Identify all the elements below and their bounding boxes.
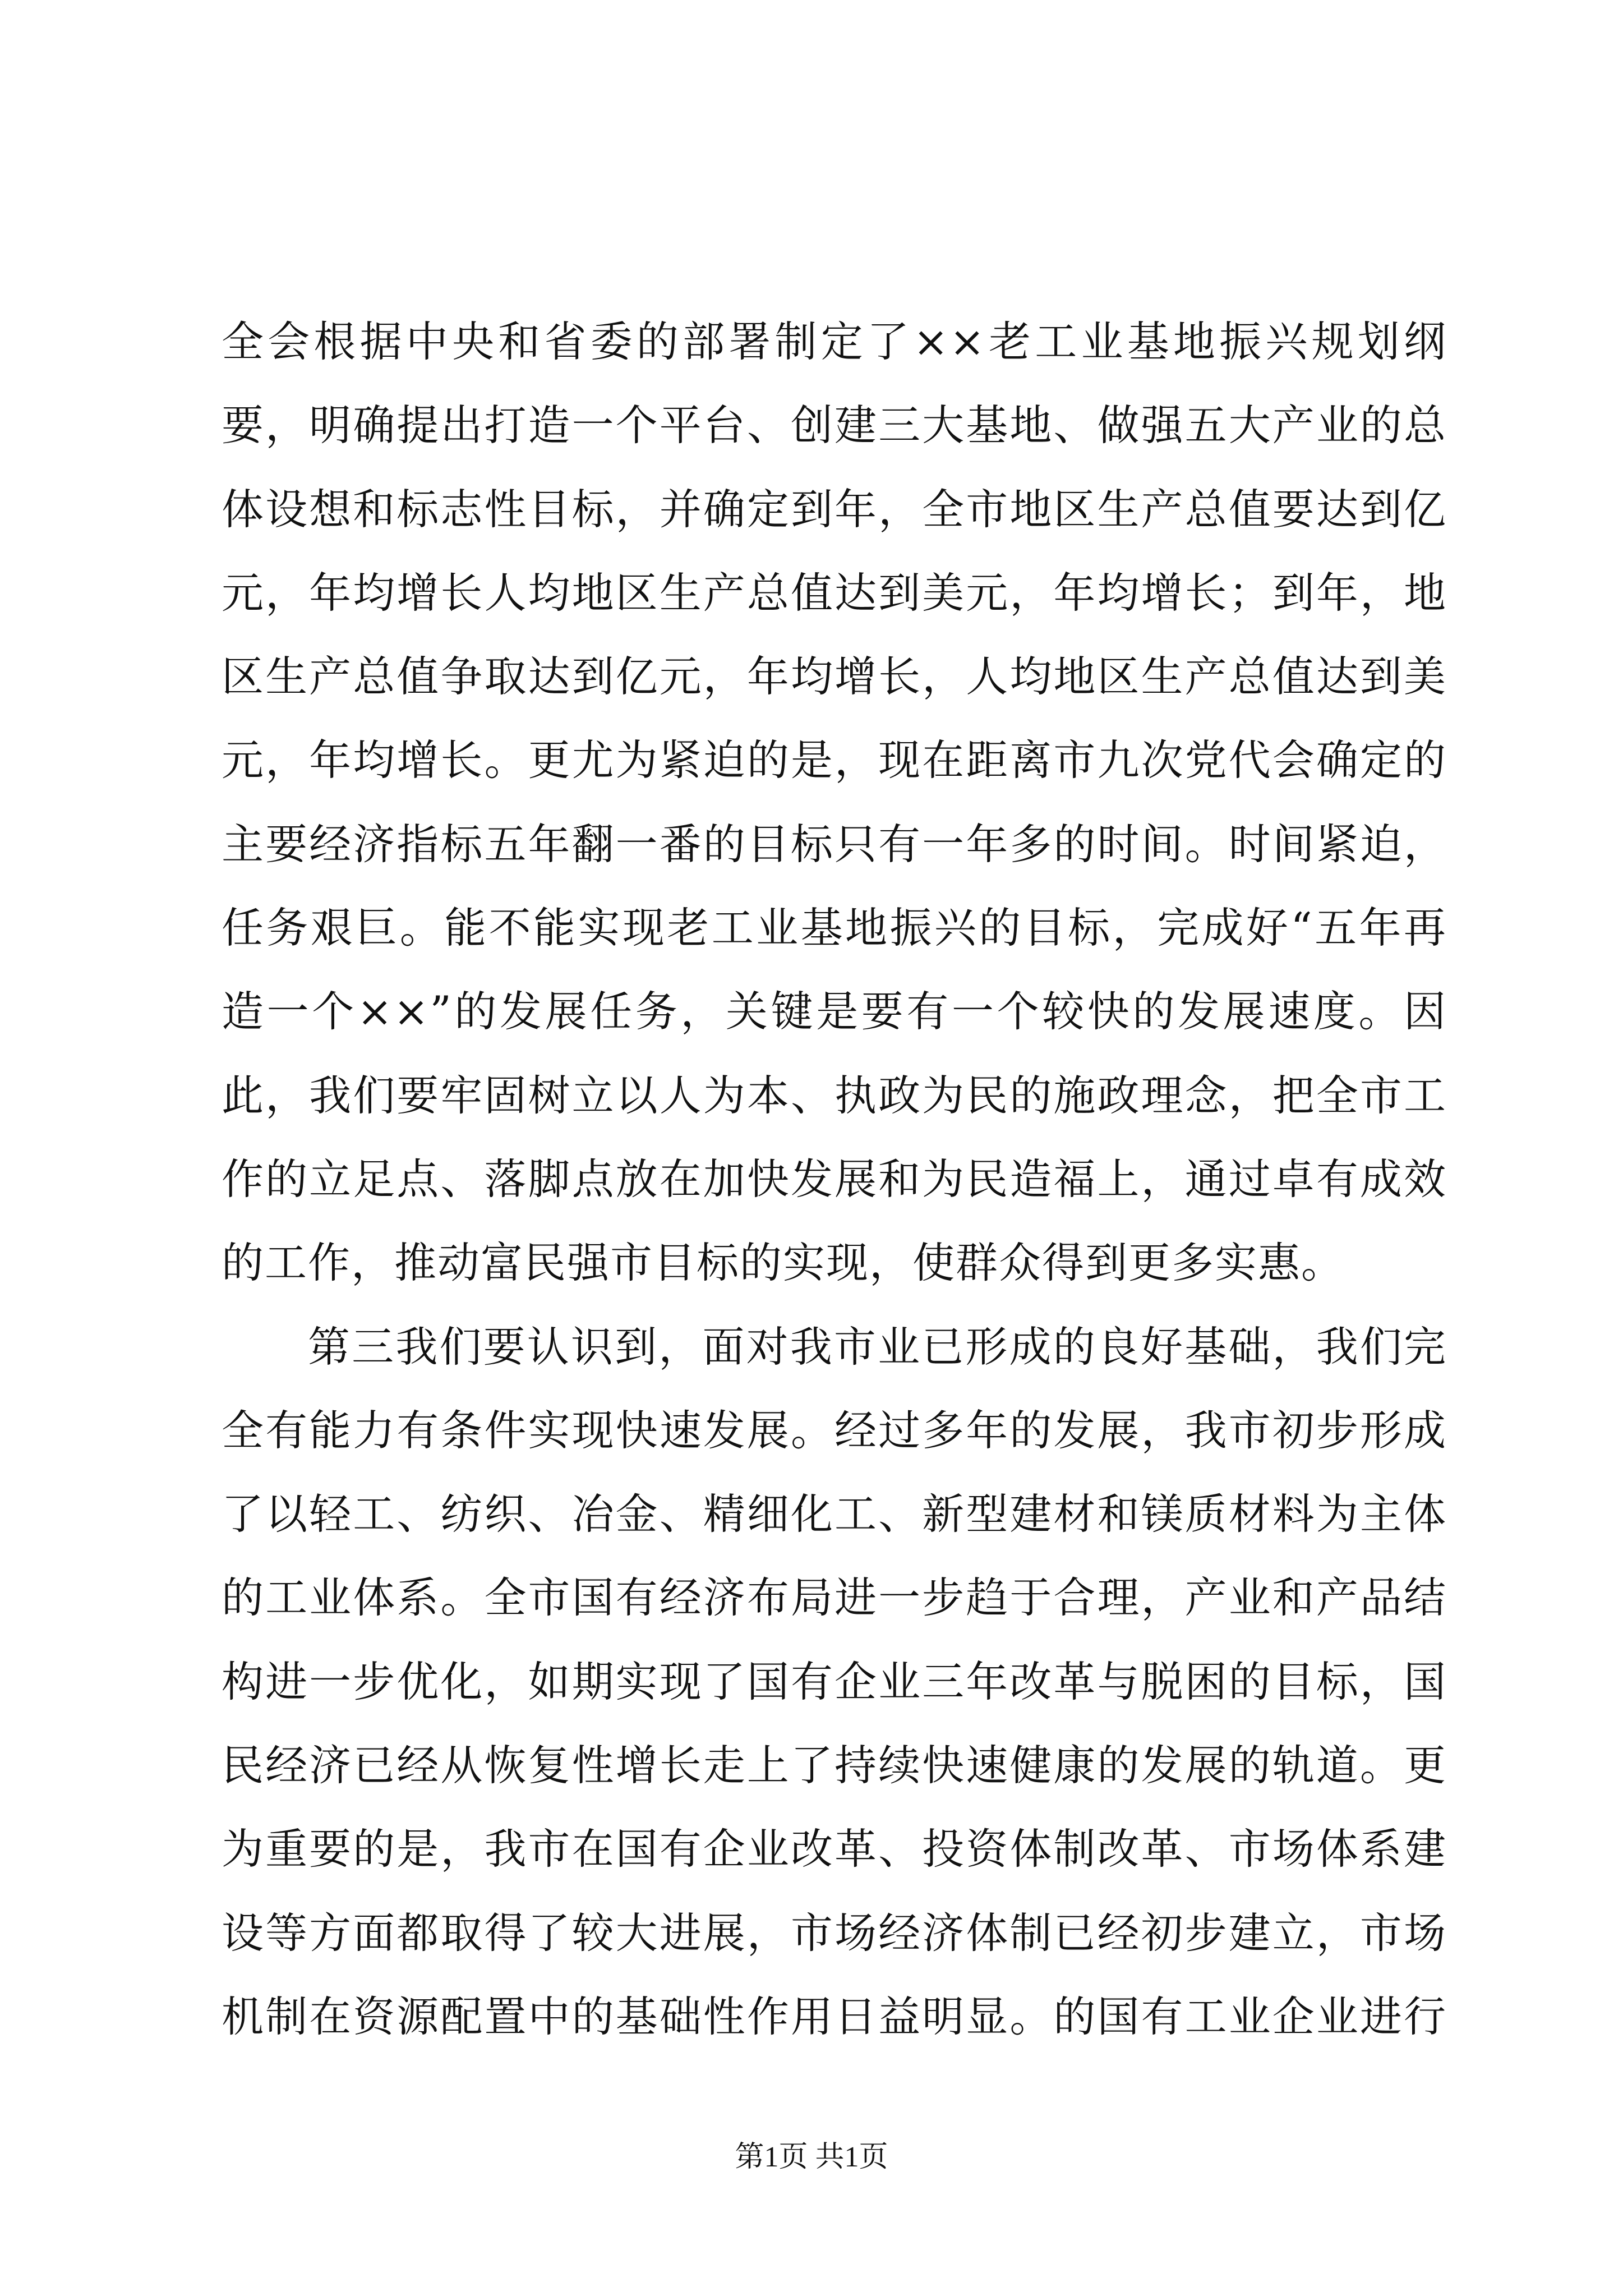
text-line: 机制在资源配置中的基础性作用日益明显。的国有工业企业进行 — [222, 1991, 1447, 2041]
page-footer — [0, 2138, 1623, 2177]
paragraph-2 — [222, 1305, 1447, 2059]
text-line: 体设想和标志性目标，并确定到年，全市地区生产总值要达到亿 — [222, 484, 1447, 534]
paragraph-1 — [222, 300, 1447, 1305]
text-line: 主要经济指标五年翻一番的目标只有一年多的时间。时间紧迫， — [222, 819, 1447, 869]
text-line: 的工业体系。全市国有经济布局进一步趋于合理，产业和产品结 — [222, 1573, 1447, 1623]
text-line: 第三我们要认识到，面对我市业已形成的良好基础，我们完 — [308, 1322, 1447, 1372]
page-number-label: 第1页 共1页 — [735, 2141, 888, 2173]
text-line: 元，年均增长人均地区生产总值达到美元，年均增长；到年，地 — [222, 568, 1447, 618]
text-line: 元，年均增长。更尤为紧迫的是，现在距离市九次党代会确定的 — [222, 735, 1447, 785]
text-line: 构进一步优化，如期实现了国有企业三年改革与脱困的目标，国 — [222, 1657, 1447, 1706]
text-line: 此，我们要牢固树立以人为本、执政为民的施政理念，把全市工 — [222, 1070, 1447, 1120]
text-line: 了以轻工、纺织、冶金、精细化工、新型建材和镁质材料为主体 — [222, 1489, 1447, 1539]
text-line: 的工作，推动富民强市目标的实现，使群众得到更多实惠。 — [222, 1238, 1345, 1288]
text-line: 全有能力有条件实现快速发展。经过多年的发展，我市初步形成 — [222, 1405, 1447, 1455]
text-line: 要，明确提出打造一个平台、创建三大基地、做强五大产业的总 — [222, 401, 1447, 450]
text-line: 作的立足点、落脚点放在加快发展和为民造福上，通过卓有成效 — [222, 1154, 1447, 1204]
text-line: 造一个××”的发展任务，关键是要有一个较快的发展速度。因 — [222, 987, 1447, 1037]
text-line: 任务艰巨。能不能实现老工业基地振兴的目标，完成好“五年再 — [222, 903, 1447, 953]
text-line: 全会根据中央和省委的部署制定了××老工业基地振兴规划纲 — [222, 317, 1447, 366]
document-body — [222, 300, 1447, 2059]
text-line: 区生产总值争取达到亿元，年均增长，人均地区生产总值达到美 — [222, 652, 1447, 702]
text-line: 民经济已经从恢复性增长走上了持续快速健康的发展的轨道。更 — [222, 1741, 1447, 1791]
text-line: 设等方面都取得了较大进展，市场经济体制已经初步建立，市场 — [222, 1908, 1447, 1958]
text-line: 为重要的是，我市在国有企业改革、投资体制改革、市场体系建 — [222, 1824, 1447, 1874]
